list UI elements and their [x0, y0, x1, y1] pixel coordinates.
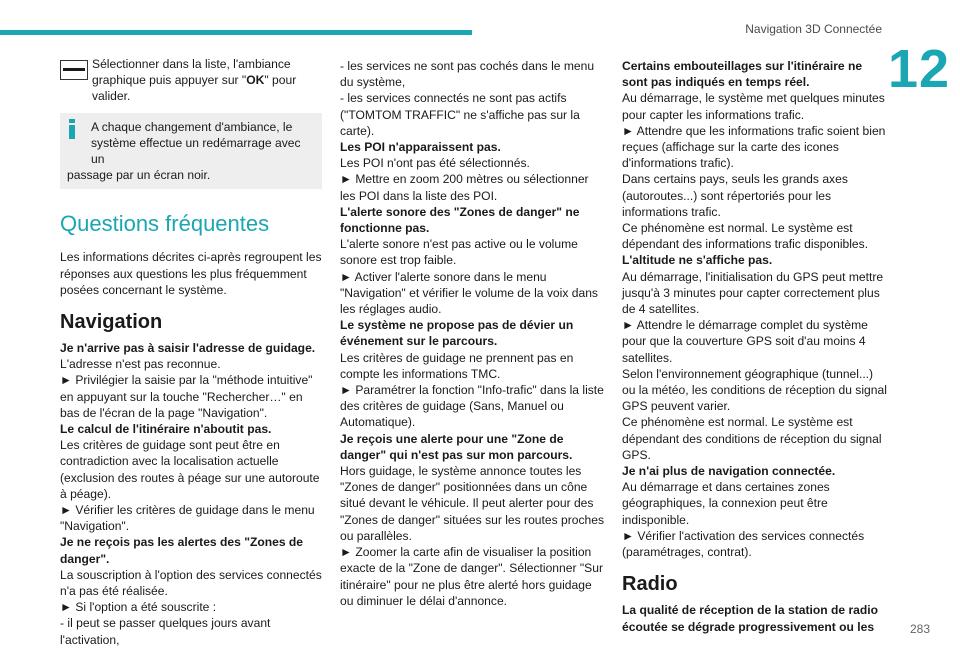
page-number: 283 [909, 622, 930, 636]
radio-heading: Radio [622, 573, 678, 596]
faq-answer: Au démarrage, l'initialisation du GPS peut mettre jusqu'à 3 minutes pour capter correctement plus de 4 satellites. [622, 269, 884, 317]
select-list-icon [60, 60, 88, 80]
faq-answer: L'alerte sonore n'est pas active ou le volume sonore est trop faible. [340, 237, 578, 268]
faq-action: ► Vérifier l'activation des services connectés (paramétrages, contrat). [622, 528, 865, 560]
faq-action: ► Privilégier la saisie par la "méthode intuitive" en appuyant sur la touche "Rechercher…" en bas de l'écran de la page "Navigation". [60, 373, 313, 420]
info-text-b: passage par un écran noir. [67, 168, 211, 183]
faq-answer: Hors guidage, le système annonce toutes les "Zones de danger" positionnées dans un cône situé devant le véhicule. Il peut alerter pour des "Zones de danger" situées sur les routes proches ou parallèles. [340, 464, 605, 543]
faq-question: L'alerte sonore des "Zones de danger" ne fonctionne pas. [340, 204, 580, 236]
faq-answer: Selon l'environnement géographique (tunnel...) ou la météo, les conditions de réception du signal GPS peuvent varier. [622, 366, 887, 414]
faq-action: ► Attendre que les informations trafic soient bien reçues (affichage sur la carte des icones d'informations trafic). [622, 123, 886, 171]
chapter-number: 12 [888, 39, 951, 99]
faq-intro: Les informations décrites ci-après regroupent les réponses aux questions les plus fréquemment posées concernant le système. [60, 250, 322, 297]
select-text: Sélectionner dans la liste, l'ambiance graphique puis appuyer sur "OK" pour valider. [92, 57, 297, 104]
faq-action: ► Paramétrer la fonction "Info-trafic" dans la liste des critères de guidage (Sans, Manuel ou Automatique). [340, 383, 604, 430]
faq-action: ► Attendre le démarrage complet du système pour que la couverture GPS soit d'au moins 4 satellites. [622, 318, 868, 365]
faq-answer: Ce phénomène est normal. Le système est dépendant des informations trafic disponibles. [622, 221, 869, 252]
column-2 [340, 58, 606, 609]
faq-answer: La souscription à l'option des services connectés n'a pas été réalisée. [60, 567, 322, 599]
faq-action: ► Mettre en zoom 200 mètres ou sélectionner les POI dans la liste des POI. [340, 172, 589, 203]
faq-heading: Questions fréquentes [60, 211, 270, 237]
faq-question: Je ne reçois pas les alertes des "Zones de danger". [60, 535, 304, 566]
faq-question: La qualité de réception de la station de radio écoutée se dégrade progressivement ou les [622, 603, 879, 634]
faq-action: ► Vérifier les critères de guidage dans le menu "Navigation". [60, 503, 315, 534]
faq-answer: - il peut se passer quelques jours avant l'activation, [60, 616, 271, 647]
faq-answer: Au démarrage et dans certaines zones géographiques, la connexion peut être indisponible. [622, 480, 830, 527]
faq-answer: L'adresse n'est pas reconnue. [60, 357, 221, 372]
faq-action: ► Zoomer la carte afin de visualiser la position exacte de la "Zone de danger". Sélectionner "Sur itinéraire" pour ne plus être alerté hors guidage ou diminuer le délai d'annonce. [340, 545, 603, 608]
faq-question: Le calcul de l'itinéraire n'aboutit pas. [60, 422, 272, 437]
faq-question: L'altitude ne s'affiche pas. [622, 253, 773, 268]
faq-answer: - les services connectés ne sont pas actifs ("TOMTOM TRAFFIC" ne s'affiche pas sur la carte). [340, 91, 580, 138]
faq-answer: Dans certains pays, seuls les grands axes (autoroutes...) sont répertoriés pour les informations trafic. [622, 172, 848, 219]
faq-question: Le système ne propose pas de dévier un événement sur le parcours. [340, 318, 574, 349]
info-icon [67, 119, 77, 139]
info-box [60, 113, 322, 190]
header-accent-bar [0, 30, 472, 35]
column-3 [622, 58, 888, 635]
faq-action: ► Si l'option a été souscrite : [60, 600, 217, 615]
faq-answer: - les services ne sont pas cochés dans le menu du système, [340, 59, 595, 90]
faq-answer: Au démarrage, le système met quelques minutes pour capter les informations trafic. [622, 91, 885, 122]
faq-answer: Les critères de guidage ne prennent pas en compte les informations TMC. [340, 350, 574, 381]
faq-question: Je reçois une alerte pour une "Zone de danger" qui n'est pas sur mon parcours. [340, 431, 573, 462]
navigation-heading: Navigation [60, 311, 163, 334]
column-1 [60, 56, 322, 648]
faq-action: ► Activer l'alerte sonore dans le menu "Navigation" et vérifier le volume de la voix dans les réglages audio. [340, 269, 598, 317]
select-instruction [60, 56, 322, 105]
faq-question: Je n'ai plus de navigation connectée. [622, 464, 836, 479]
faq-question: Je n'arrive pas à saisir l'adresse de guidage. [60, 341, 316, 356]
faq-question: Certains embouteillages sur l'itinéraire ne sont pas indiqués en temps réel. [622, 59, 863, 90]
faq-answer: Les POI n'ont pas été sélectionnés. [340, 156, 530, 171]
section-title: Navigation 3D Connectée [745, 22, 882, 36]
faq-question: Les POI n'apparaissent pas. [340, 140, 501, 155]
faq-answer: Les critères de guidage sont peut être en contradiction avec la localisation actuelle (exclusion des routes à péage sur une autoroute à péage). [60, 438, 320, 501]
faq-answer: Ce phénomène est normal. Le système est dépendant des conditions de réception du signal GPS. [622, 415, 882, 462]
info-text-a: A chaque changement d'ambiance, le système effectue un redémarrage avec un [91, 119, 301, 167]
